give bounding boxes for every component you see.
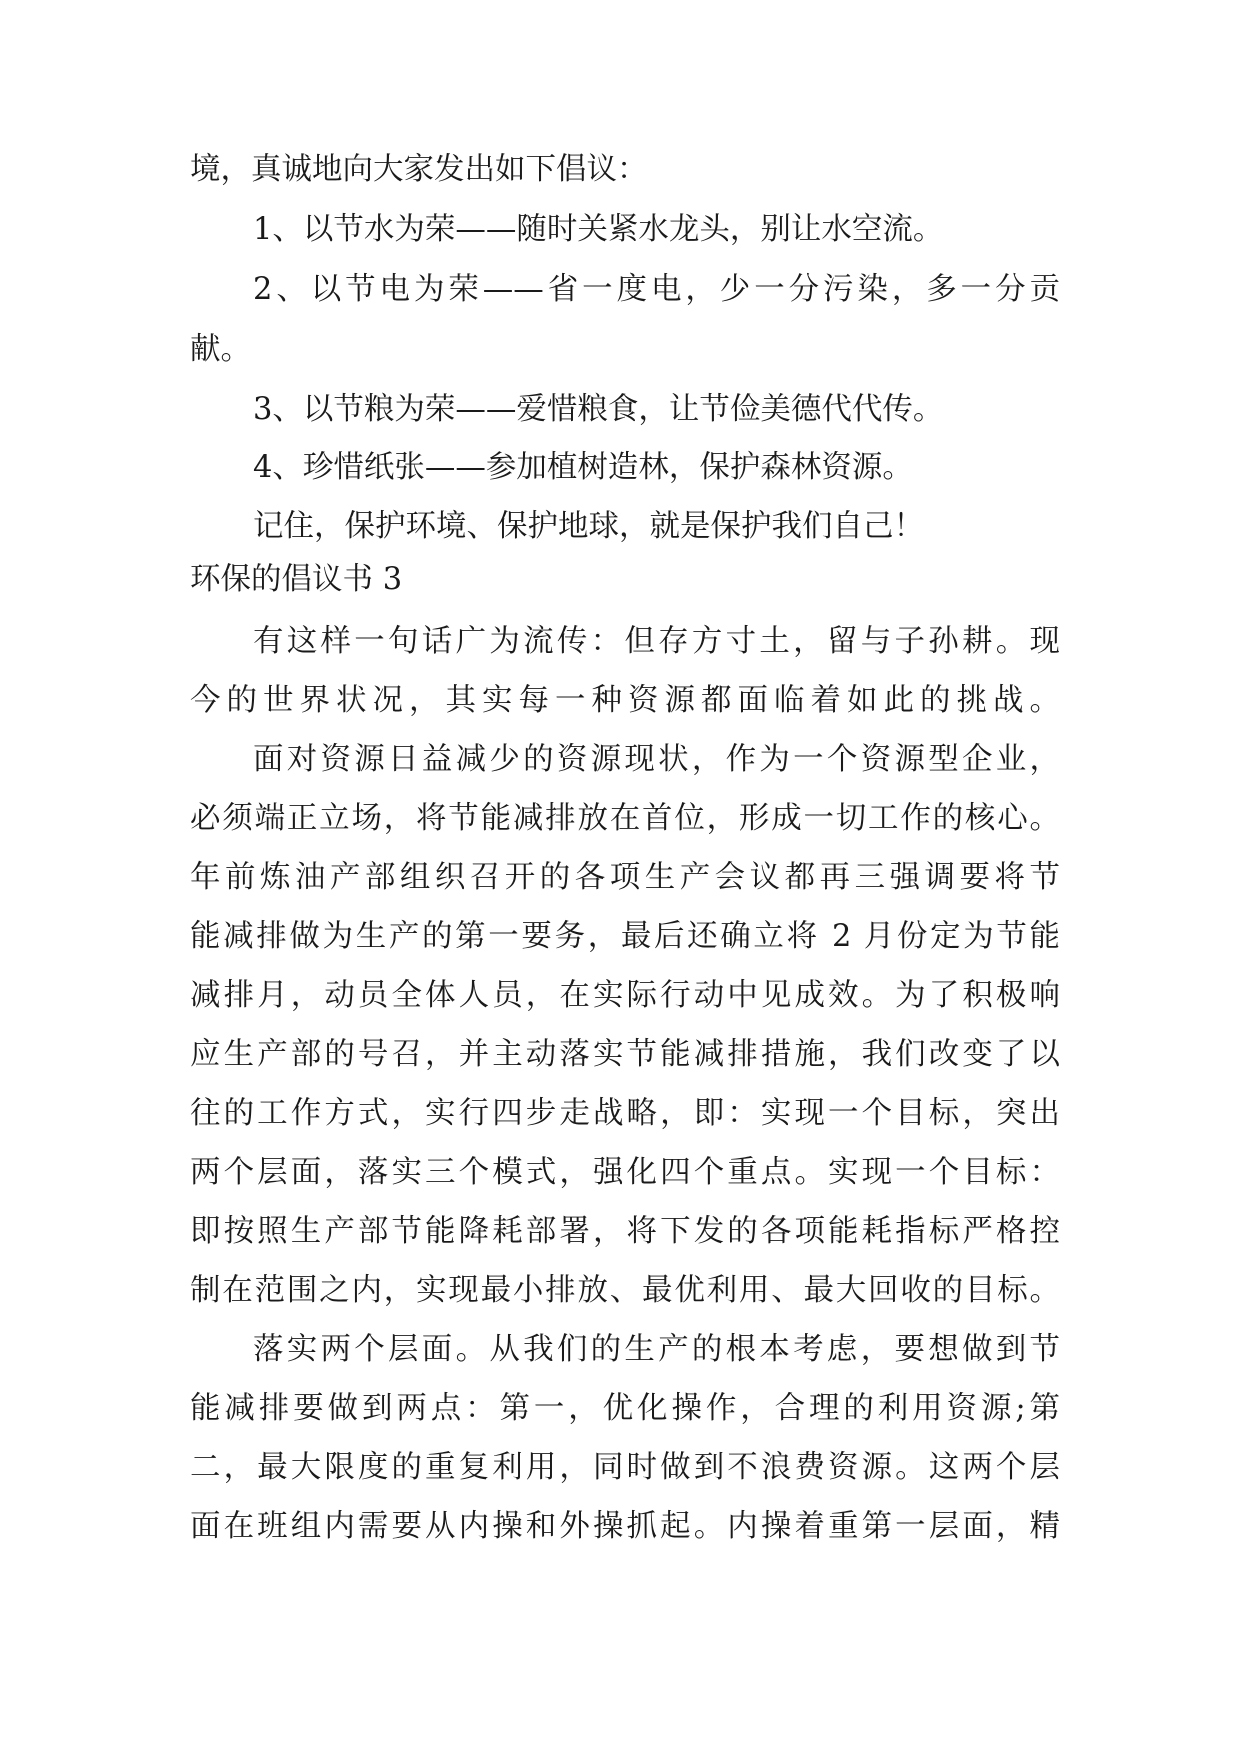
proposal-item-1: 1、以节水为荣——随时关紧水龙头，别让水空流。 — [253, 212, 944, 247]
paragraph-line: 落实两个层面。从我们的生产的根本考虑，要想做到节 — [253, 1332, 1060, 1367]
paragraph-line: 面对资源日益减少的资源现状，作为一个资源型企业， — [253, 742, 1060, 777]
proposal-item-3: 3、以节粮为荣——爱惜粮食，让节俭美德代代传。 — [253, 392, 944, 427]
paragraph-line: 往的工作方式，实行四步走战略，即：实现一个目标，突出 — [190, 1096, 1060, 1131]
paragraph-line: 能减排要做到两点：第一，优化操作，合理的利用资源;第 — [190, 1391, 1060, 1426]
closing-line: 记住，保护环境、保护地球，就是保护我们自己！ — [253, 509, 924, 544]
paragraph-line: 制在范围之内，实现最小排放、最优利用、最大回收的目标。 — [190, 1273, 1060, 1308]
paragraph-line: 有这样一句话广为流传：但存方寸土，留与子孙耕。现 — [253, 624, 1060, 659]
paragraph-line: 即按照生产部节能降耗部署，将下发的各项能耗指标严格控 — [190, 1214, 1060, 1249]
paragraph-line: 应生产部的号召，并主动落实节能减排措施，我们改变了以 — [190, 1037, 1060, 1072]
paragraph-line: 年前炼油产部组织召开的各项生产会议都再三强调要将节 — [190, 860, 1060, 895]
paragraph-line: 今的世界状况，其实每一种资源都面临着如此的挑战。 — [190, 683, 1060, 718]
paragraph-line: 面在班组内需要从内操和外操抓起。内操着重第一层面，精 — [190, 1509, 1060, 1544]
section-heading: 环保的倡议书 3 — [190, 562, 403, 597]
proposal-item-2: 2、以节电为荣——省一度电，少一分污染，多一分贡 — [253, 272, 1060, 307]
paragraph-line: 减排月，动员全体人员，在实际行动中见成效。为了积极响 — [190, 978, 1060, 1013]
text-line: 境，真诚地向大家发出如下倡议： — [190, 152, 648, 187]
paragraph-line: 二，最大限度的重复利用，同时做到不浪费资源。这两个层 — [190, 1450, 1060, 1485]
paragraph-line: 两个层面，落实三个模式，强化四个重点。实现一个目标： — [190, 1155, 1060, 1190]
proposal-item-4: 4、珍惜纸张——参加植树造林，保护森林资源。 — [253, 450, 913, 485]
paragraph-line: 能减排做为生产的第一要务，最后还确立将 2 月份定为节能 — [190, 919, 1060, 954]
paragraph-line: 必须端正立场，将节能减排放在首位，形成一切工作的核心。 — [190, 801, 1060, 836]
text-line: 献。 — [190, 332, 251, 367]
